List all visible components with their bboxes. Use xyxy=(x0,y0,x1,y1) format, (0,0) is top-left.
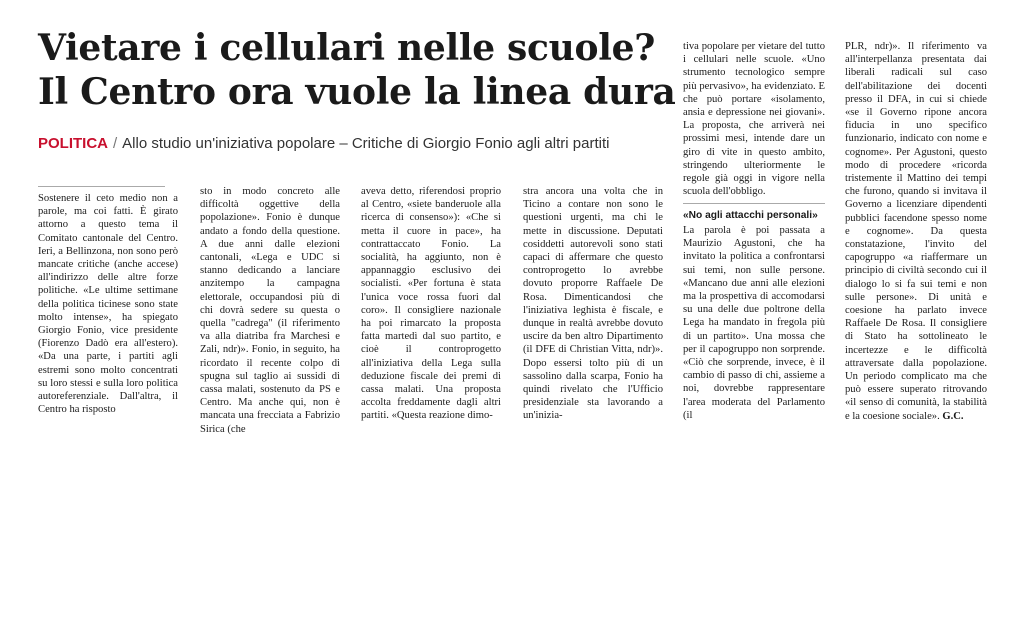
body-column-5-bottom xyxy=(683,224,825,422)
paragraph: aveva detto, riferendosi proprio al Centro, «siete banderuole alla ricerca di consenso»): «Che si metta il cuore in pace», ha contrattaccato Fonio. La socialità, ha aggiunto, non è appannaggio esclusivo dei socialisti. «Per fortuna è stata l'unica voce rossa fuori dal coro». Il consigliere nazionale ha poi rimarcato la proposta fatta martedì dal suo partito, e cioè il controprogetto all'iniziativa della Lega sulla deduzione fiscale dei premi di cassa malati. Una proposta accolta freddamente dagli altri partiti. «Questa reazione dimo- xyxy=(361,186,501,422)
body-column-2 xyxy=(200,185,340,436)
crosshead-rule xyxy=(683,203,825,204)
body-column-4 xyxy=(523,185,663,423)
paragraph xyxy=(845,40,987,423)
body-column-5-top xyxy=(683,40,825,198)
body-column-3 xyxy=(361,185,501,423)
paragraph: tiva popolare per vietare del tutto i cellulari nelle scuole. «Uno strumento tecnologico sempre più pervasivo», ha evidenziato. E che può portare «isolamento, ansia e depressione nei giovani». La proposta, che arriverà nei prossimi mesi, intende dare un giro di vite in questo ambito, stringendo ulteriormente le regole già oggi in vigore nella scuola dell'obbligo. xyxy=(683,41,825,198)
paragraph-text: PLR, ndr)». Il riferimento va all'interpellanza presentata dai liberali radicali sul caso dell'abilitazione dei docenti presso il DFA, in cui si chiede «se il Governo ripone ancora fiducia in uno specifico funzionario, indicato con nome e cognome». Per Agustoni, questo modo di procedere «ricorda tristemente il Mattino dei tempi che furono, quando si invitava il Governo a licenziare dipendenti pubblici facendone spesso nome e cognome». Da questa constatazione, l'invito del capogruppo «a riaffermare un principio di civiltà secondo cui il dialogo lo si fa sui temi e non sulle persone». Di unità e coesione ha parlato invece Raffaele De Rosa. Il consigliere di Stato ha sottolineato le incertezze e le difficoltà attraversate dalla popolazione. Un periodo complicato ma che può essere superato ritrovando «il senso di comunità, la stabilità e la coesione sociale». xyxy=(845,41,987,422)
section-separator: / xyxy=(113,135,118,152)
body-column-1 xyxy=(38,192,178,416)
paragraph: sto in modo concreto alle difficoltà oggettive della popolazione». Fonio è dunque andato a fondo della questione. A due anni dalle elezioni cantonali, «Lega e UDC si stanno dedicando a lanciare anzitempo la campagna elettorale, occupandosi più di chi dovrà sedere su questa o quella "cadrega" (il riferimento va alla diatriba fra Marchesi e Zali, ndr)». Fonio, in seguito, ha ricordato il recente colpo di spugna sul taglio ai sussidi di cassa malati, sostenuto da PS e Centro. Ma anche qui, non è mancata una frecciata a Fabrizio Sirica (che xyxy=(200,186,340,435)
subheadline xyxy=(38,133,678,155)
body-column-6 xyxy=(845,40,987,423)
paragraph: La parola è poi passata a Maurizio Agustoni, che ha invitato la politica a confrontarsi sui temi, non sulle persone. «Mancano due anni alle elezioni ma la prospettiva di accomodarsi su una delle due poltrone della Lega ha mandato in fregola più di un partito». Una mossa che per il capogruppo non sorprende. «Ciò che sorprende, invece, è il cambio di passo di chi, assieme a noi, dovrebbe rappresentare l'area moderata del Parlamento (il xyxy=(683,225,825,421)
author-signature: G.C. xyxy=(942,410,964,422)
crosshead: «No agli attacchi personali» xyxy=(683,210,818,221)
headline-line-2: Il Centro ora vuole la linea dura xyxy=(38,71,676,113)
paragraph: stra ancora una volta che in Ticino a contare non sono le questioni urgenti, ma chi le mette in discussione. Deputati cosiddetti autorevoli sono stati capaci di affermare che questo controprogetto lo avrebbe dovuto proporre Raffaele De Rosa. Dimenticandosi che l'iniziativa leghista è fiscale, e dunque in realtà avrebbe dovuto uscire da ben altro Dipartimento (il DFE di Christian Vitta, ndr)». Dopo essersi tolto più di un sassolino dalla scarpa, Fonio ha quindi rivelato che l'Ufficio presidenziale sta lavorando a un'inizia- xyxy=(523,186,663,422)
section-label: POLITICA xyxy=(38,135,108,152)
column-rule xyxy=(38,186,165,187)
paragraph: Sostenere il ceto medio non a parole, ma coi fatti. È girato attorno a questo tema il Comitato cantonale del Centro. Ieri, a Bellinzona, non sono però mancate critiche (anche accese) all'indirizzo delle altre forze politiche. «Le ultime settimane della politica ticinese sono state molto intense», ha spiegato Giorgio Fonio, vice presidente (Fiorenzo Dadò era all'estero). «Da una parte, i partiti agli estremi sono molto concentrati su loro stessi e sulla loro politica autoreferenziale. Dall'altra, il Centro ha risposto xyxy=(38,193,178,416)
headline xyxy=(38,26,678,114)
subheadline-text: Allo studio un'iniziativa popolare – Critiche di Giorgio Fonio agli altri partiti xyxy=(122,135,610,152)
headline-line-1: Vietare i cellulari nelle scuole? xyxy=(38,27,655,69)
